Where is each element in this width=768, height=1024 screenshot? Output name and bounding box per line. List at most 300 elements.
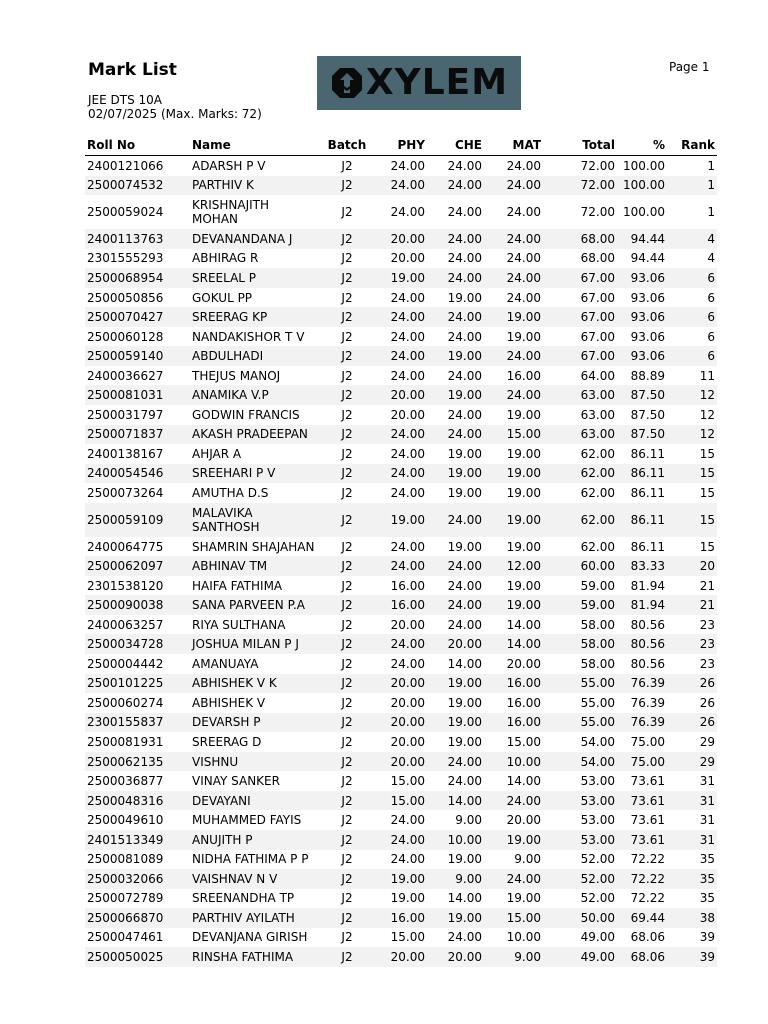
name-cell: AHJAR A	[192, 446, 242, 461]
rank-cell: 11	[699, 368, 715, 383]
xylem-leaf-icon	[330, 66, 364, 100]
phy-cell: 20.00	[390, 695, 425, 710]
roll-no-cell: 2500059024	[87, 205, 164, 220]
phy-cell: 24.00	[377, 176, 425, 196]
table-row	[85, 732, 717, 752]
total-cell: 55.00	[580, 695, 615, 710]
percent-cell: 94.44	[615, 229, 665, 249]
class-name: JEE DTS 10A	[88, 93, 162, 107]
phy-cell: 24.00	[377, 556, 425, 576]
roll-no-cell: 2500068954	[85, 268, 192, 288]
rank-cell: 26	[665, 674, 717, 694]
table-row	[85, 176, 717, 196]
phy-cell: 20.00	[390, 251, 425, 266]
che-cell: 19.00	[447, 734, 482, 749]
name-cell: DEVAYANI	[192, 791, 317, 811]
name-cell: KRISHNAJITH MOHAN	[192, 198, 270, 227]
phy-cell: 20.00	[377, 752, 425, 772]
batch-cell: J2	[317, 830, 377, 850]
phy-cell: 24.00	[390, 205, 425, 220]
che-cell: 24.00	[447, 774, 482, 789]
percent-cell: 81.94	[615, 595, 665, 615]
table-row	[85, 195, 717, 229]
mat-cell: 24.00	[482, 346, 541, 366]
che-cell: 19.00	[447, 695, 482, 710]
percent-cell: 81.94	[630, 578, 665, 593]
batch-cell: J2	[341, 368, 353, 383]
rank-cell: 23	[665, 634, 717, 654]
roll-no-cell: 2500101225	[85, 674, 192, 694]
roll-no-cell: 2500062135	[85, 752, 192, 772]
percent-cell: 87.50	[630, 407, 665, 422]
mat-cell: 24.00	[506, 205, 541, 220]
total-cell: 55.00	[541, 674, 615, 694]
phy-cell: 24.00	[390, 813, 425, 828]
rank-cell: 31	[665, 830, 717, 850]
table-row	[85, 327, 717, 347]
table-row	[85, 752, 717, 772]
table-row	[85, 654, 717, 674]
roll-no-cell: 2500081089	[87, 852, 164, 867]
che-cell: 24.00	[425, 503, 482, 537]
mat-cell: 16.00	[482, 713, 541, 733]
name-cell: SANA PARVEEN P.A	[192, 595, 317, 615]
table-row	[85, 464, 717, 484]
che-cell: 24.00	[447, 930, 482, 945]
name-cell: SREERAG KP	[192, 307, 317, 327]
total-cell: 63.00	[580, 407, 615, 422]
mat-cell: 14.00	[506, 617, 541, 632]
name-cell: VAISHNAV N V	[192, 869, 317, 889]
batch-cell: J2	[341, 656, 353, 671]
phy-cell: 24.00	[390, 852, 425, 867]
mat-cell: 19.00	[506, 446, 541, 461]
che-cell: 24.00	[447, 578, 482, 593]
che-cell: 24.00	[425, 268, 482, 288]
mat-cell: 19.00	[482, 503, 541, 537]
table-row	[85, 503, 717, 537]
che-cell: 19.00	[425, 346, 482, 366]
batch-cell: J2	[317, 713, 377, 733]
che-cell: 24.00	[425, 229, 482, 249]
rank-cell: 4	[707, 251, 715, 266]
rank-cell: 29	[699, 734, 715, 749]
name-cell: ADARSH P V	[192, 158, 266, 173]
che-cell: 19.00	[447, 539, 482, 554]
batch-cell: J2	[341, 205, 353, 220]
batch-cell: J2	[317, 556, 377, 576]
batch-cell: J2	[341, 251, 353, 266]
total-cell: 62.00	[580, 485, 615, 500]
phy-cell: 24.00	[377, 346, 425, 366]
phy-cell: 24.00	[377, 425, 425, 445]
total-cell: 58.00	[541, 634, 615, 654]
table-row	[85, 869, 717, 889]
che-cell: 24.00	[447, 158, 482, 173]
name-cell: AMUTHA D.S	[192, 485, 269, 500]
che-cell: 24.00	[447, 407, 482, 422]
total-cell: 63.00	[541, 425, 615, 445]
roll-no-cell: 2500072789	[87, 891, 164, 906]
roll-no-cell: 2500047461	[87, 930, 164, 945]
table-row	[85, 307, 717, 327]
total-cell: 62.00	[541, 503, 615, 537]
che-cell: 19.00	[425, 385, 482, 405]
name-cell: AKASH PRADEEPAN	[192, 425, 317, 445]
percent-cell: 73.61	[615, 830, 665, 850]
xylem-logo	[317, 56, 521, 110]
roll-no-cell: 2500074532	[85, 176, 192, 196]
mat-cell: 19.00	[506, 407, 541, 422]
name-cell: SREENANDHA TP	[192, 891, 295, 906]
percent-cell: 83.33	[615, 556, 665, 576]
percent-cell: 93.06	[630, 329, 665, 344]
rank-cell: 39	[665, 947, 717, 967]
rank-cell: 1	[707, 158, 715, 173]
rank-cell: 4	[665, 229, 717, 249]
mat-cell: 24.00	[482, 176, 541, 196]
col-mat: MAT	[482, 135, 541, 156]
table-row	[85, 156, 717, 176]
rank-cell: 31	[665, 791, 717, 811]
roll-no-cell: 2500031797	[87, 407, 164, 422]
rank-cell: 21	[699, 578, 715, 593]
percent-cell: 86.11	[630, 446, 665, 461]
phy-cell: 24.00	[390, 485, 425, 500]
rank-cell: 26	[699, 695, 715, 710]
name-cell: DEVANJANA GIRISH	[192, 930, 308, 945]
che-cell: 24.00	[425, 556, 482, 576]
name-cell: HAIFA FATHIMA	[192, 578, 283, 593]
total-cell: 54.00	[541, 752, 615, 772]
rank-cell: 23	[699, 617, 715, 632]
batch-cell: J2	[317, 425, 377, 445]
mat-cell: 16.00	[482, 674, 541, 694]
che-cell: 24.00	[447, 329, 482, 344]
rank-cell: 1	[707, 205, 715, 220]
name-cell: VISHNU	[192, 752, 317, 772]
percent-cell: 75.00	[615, 752, 665, 772]
mat-cell: 24.00	[482, 229, 541, 249]
page-number: Page 1	[669, 60, 710, 74]
name-cell: SREELAL P	[192, 268, 317, 288]
phy-cell: 24.00	[390, 368, 425, 383]
total-cell: 67.00	[541, 268, 615, 288]
rank-cell: 31	[699, 813, 715, 828]
table-row	[85, 908, 717, 928]
percent-cell: 86.11	[630, 485, 665, 500]
roll-no-cell: 2400063257	[87, 617, 164, 632]
name-cell: AMANUAYA	[192, 656, 259, 671]
batch-cell: J2	[317, 791, 377, 811]
total-cell: 60.00	[541, 556, 615, 576]
table-row	[85, 366, 717, 386]
col-total: Total	[541, 135, 615, 156]
phy-cell: 24.00	[390, 539, 425, 554]
rank-cell: 15	[699, 446, 715, 461]
phy-cell: 24.00	[390, 446, 425, 461]
table-row	[85, 674, 717, 694]
total-cell: 62.00	[580, 446, 615, 461]
rank-cell: 6	[665, 307, 717, 327]
batch-cell: J2	[317, 674, 377, 694]
che-cell: 19.00	[447, 290, 482, 305]
name-cell: ABHIRAG R	[192, 251, 259, 266]
che-cell: 19.00	[447, 852, 482, 867]
batch-cell: J2	[317, 307, 377, 327]
name-cell: GOKUL PP	[192, 290, 253, 305]
total-cell: 63.00	[541, 385, 615, 405]
table-row	[85, 385, 717, 405]
phy-cell: 24.00	[390, 329, 425, 344]
name-cell: ABHISHEK V K	[192, 674, 317, 694]
batch-cell: J2	[341, 734, 353, 749]
name-cell: GODWIN FRANCIS	[192, 407, 300, 422]
phy-cell: 20.00	[377, 674, 425, 694]
table-row	[85, 576, 717, 596]
percent-cell: 93.06	[615, 307, 665, 327]
phy-cell: 20.00	[390, 734, 425, 749]
batch-cell: J2	[341, 446, 353, 461]
col-name: Name	[192, 135, 317, 156]
roll-no-cell: 2500048316	[85, 791, 192, 811]
total-cell: 52.00	[580, 852, 615, 867]
phy-cell: 16.00	[377, 595, 425, 615]
table-row	[85, 405, 717, 425]
batch-cell: J2	[341, 290, 353, 305]
table-row	[85, 556, 717, 576]
mat-cell: 15.00	[506, 734, 541, 749]
percent-cell: 76.39	[615, 674, 665, 694]
percent-cell: 88.89	[630, 368, 665, 383]
rank-cell: 15	[699, 539, 715, 554]
rank-cell: 39	[699, 930, 715, 945]
phy-cell: 19.00	[377, 268, 425, 288]
percent-cell: 93.06	[615, 346, 665, 366]
roll-no-cell: 2500004442	[87, 656, 164, 671]
name-cell: SREEHARI P V	[192, 464, 317, 484]
roll-no-cell: 2500049610	[87, 813, 164, 828]
phy-cell: 24.00	[390, 290, 425, 305]
table-row	[85, 810, 717, 830]
mat-cell: 19.00	[506, 578, 541, 593]
percent-cell: 100.00	[623, 205, 665, 220]
name-cell: RINSHA FATHIMA	[192, 947, 317, 967]
percent-cell: 87.50	[615, 385, 665, 405]
total-cell: 58.00	[580, 656, 615, 671]
che-cell: 19.00	[447, 485, 482, 500]
total-cell: 52.00	[580, 891, 615, 906]
name-cell: MALAVIKA SANTHOSH	[192, 503, 317, 537]
mat-cell: 16.00	[506, 368, 541, 383]
total-cell: 50.00	[541, 908, 615, 928]
percent-cell: 73.61	[630, 813, 665, 828]
batch-cell: J2	[317, 908, 377, 928]
name-cell: ABHINAV TM	[192, 556, 317, 576]
batch-cell: J2	[317, 752, 377, 772]
name-cell: ABHISHEK V	[192, 695, 266, 710]
roll-no-cell: 2300155837	[85, 713, 192, 733]
phy-cell: 15.00	[377, 791, 425, 811]
roll-no-cell: 2500034728	[85, 634, 192, 654]
name-cell: PARTHIV K	[192, 176, 317, 196]
roll-no-cell: 2301555293	[87, 251, 164, 266]
roll-no-cell: 2500059140	[85, 346, 192, 366]
che-cell: 10.00	[425, 830, 482, 850]
phy-cell: 20.00	[377, 385, 425, 405]
rank-cell: 6	[707, 329, 715, 344]
name-cell: PARTHIV AYILATH	[192, 908, 317, 928]
phy-cell: 24.00	[390, 656, 425, 671]
roll-no-cell: 2500050025	[85, 947, 192, 967]
logo-text: XYLEM	[365, 62, 509, 103]
batch-cell: J2	[341, 578, 353, 593]
che-cell: 24.00	[425, 595, 482, 615]
total-cell: 68.00	[580, 251, 615, 266]
table-row	[85, 713, 717, 733]
che-cell: 24.00	[425, 752, 482, 772]
exam-date-line: 02/07/2025 (Max. Marks: 72)	[88, 107, 262, 121]
col-rank: Rank	[665, 135, 717, 156]
col-batch: Batch	[317, 135, 377, 156]
che-cell: 19.00	[447, 446, 482, 461]
batch-cell: J2	[341, 617, 353, 632]
percent-cell: 86.11	[615, 464, 665, 484]
rank-cell: 15	[665, 503, 717, 537]
che-cell: 20.00	[425, 947, 482, 967]
batch-cell: J2	[341, 695, 353, 710]
total-cell: 59.00	[580, 578, 615, 593]
mat-cell: 9.00	[514, 852, 541, 867]
mat-cell: 24.00	[506, 251, 541, 266]
batch-cell: J2	[317, 176, 377, 196]
percent-cell: 86.11	[630, 539, 665, 554]
table-row	[85, 595, 717, 615]
name-cell: DEVARSH P	[192, 713, 317, 733]
mat-cell: 9.00	[482, 947, 541, 967]
rank-cell: 6	[707, 290, 715, 305]
percent-cell: 72.22	[630, 852, 665, 867]
rank-cell: 35	[699, 891, 715, 906]
roll-no-cell: 2301538120	[87, 578, 164, 593]
roll-no-cell: 2500090038	[85, 595, 192, 615]
phy-cell: 20.00	[390, 407, 425, 422]
roll-no-cell: 2400121066	[87, 158, 164, 173]
total-cell: 49.00	[580, 930, 615, 945]
batch-cell: J2	[341, 407, 353, 422]
table-row	[85, 634, 717, 654]
roll-no-cell: 2500081031	[85, 385, 192, 405]
total-cell: 62.00	[580, 539, 615, 554]
table-row	[85, 346, 717, 366]
rank-cell: 12	[699, 407, 715, 422]
roll-no-cell: 2400138167	[87, 446, 164, 461]
rank-cell: 26	[665, 713, 717, 733]
total-cell: 53.00	[541, 830, 615, 850]
mat-cell: 19.00	[506, 891, 541, 906]
mat-cell: 20.00	[506, 656, 541, 671]
phy-cell: 20.00	[377, 947, 425, 967]
phy-cell: 16.00	[390, 578, 425, 593]
name-cell: NIDHA FATHIMA P P	[192, 852, 309, 867]
percent-cell: 86.11	[615, 503, 665, 537]
rank-cell: 35	[665, 869, 717, 889]
table-row	[85, 537, 717, 557]
roll-no-cell: 2500050856	[87, 290, 164, 305]
phy-cell: 24.00	[377, 634, 425, 654]
percent-cell: 68.06	[630, 930, 665, 945]
batch-cell: J2	[341, 852, 353, 867]
roll-no-cell: 2500070427	[85, 307, 192, 327]
name-cell: THEJUS MANOJ	[192, 368, 281, 383]
total-cell: 64.00	[580, 368, 615, 383]
batch-cell: J2	[341, 329, 353, 344]
batch-cell: J2	[341, 891, 353, 906]
mat-cell: 24.00	[506, 158, 541, 173]
total-cell: 49.00	[541, 947, 615, 967]
percent-cell: 73.61	[630, 774, 665, 789]
che-cell: 24.00	[447, 205, 482, 220]
rank-cell: 1	[665, 176, 717, 196]
table-row	[85, 229, 717, 249]
rank-cell: 31	[699, 774, 715, 789]
total-cell: 53.00	[580, 774, 615, 789]
rank-cell: 21	[665, 595, 717, 615]
col-che: CHE	[425, 135, 482, 156]
roll-no-cell: 2500081931	[87, 734, 164, 749]
phy-cell: 24.00	[377, 307, 425, 327]
percent-cell: 100.00	[615, 176, 665, 196]
mat-cell: 19.00	[506, 485, 541, 500]
roll-no-cell: 2500059109	[85, 503, 192, 537]
rank-cell: 12	[665, 425, 717, 445]
phy-cell: 15.00	[390, 930, 425, 945]
rank-cell: 35	[699, 852, 715, 867]
total-cell: 72.00	[580, 205, 615, 220]
che-cell: 19.00	[425, 674, 482, 694]
batch-cell: J2	[317, 268, 377, 288]
percent-cell: 93.06	[615, 268, 665, 288]
roll-no-cell: 2500071837	[85, 425, 192, 445]
total-cell: 67.00	[541, 307, 615, 327]
table-row	[85, 771, 717, 791]
mark-table	[85, 135, 717, 967]
che-cell: 9.00	[455, 813, 482, 828]
roll-no-cell: 2500060274	[87, 695, 164, 710]
percent-cell: 68.06	[615, 947, 665, 967]
total-cell: 54.00	[580, 734, 615, 749]
total-cell: 53.00	[580, 813, 615, 828]
total-cell: 53.00	[541, 791, 615, 811]
name-cell: VINAY SANKER	[192, 774, 280, 789]
mat-cell: 24.00	[482, 791, 541, 811]
roll-no-cell: 2500073264	[87, 485, 164, 500]
total-cell: 72.00	[580, 158, 615, 173]
table-row	[85, 693, 717, 713]
total-cell: 67.00	[580, 290, 615, 305]
mat-cell: 14.00	[482, 634, 541, 654]
batch-cell: J2	[317, 229, 377, 249]
total-cell: 55.00	[541, 713, 615, 733]
table-row	[85, 947, 717, 967]
total-cell: 67.00	[580, 329, 615, 344]
batch-cell: J2	[317, 385, 377, 405]
percent-cell: 80.56	[630, 617, 665, 632]
phy-cell: 24.00	[377, 464, 425, 484]
percent-cell: 80.56	[630, 656, 665, 671]
table-row	[85, 791, 717, 811]
phy-cell: 24.00	[390, 158, 425, 173]
